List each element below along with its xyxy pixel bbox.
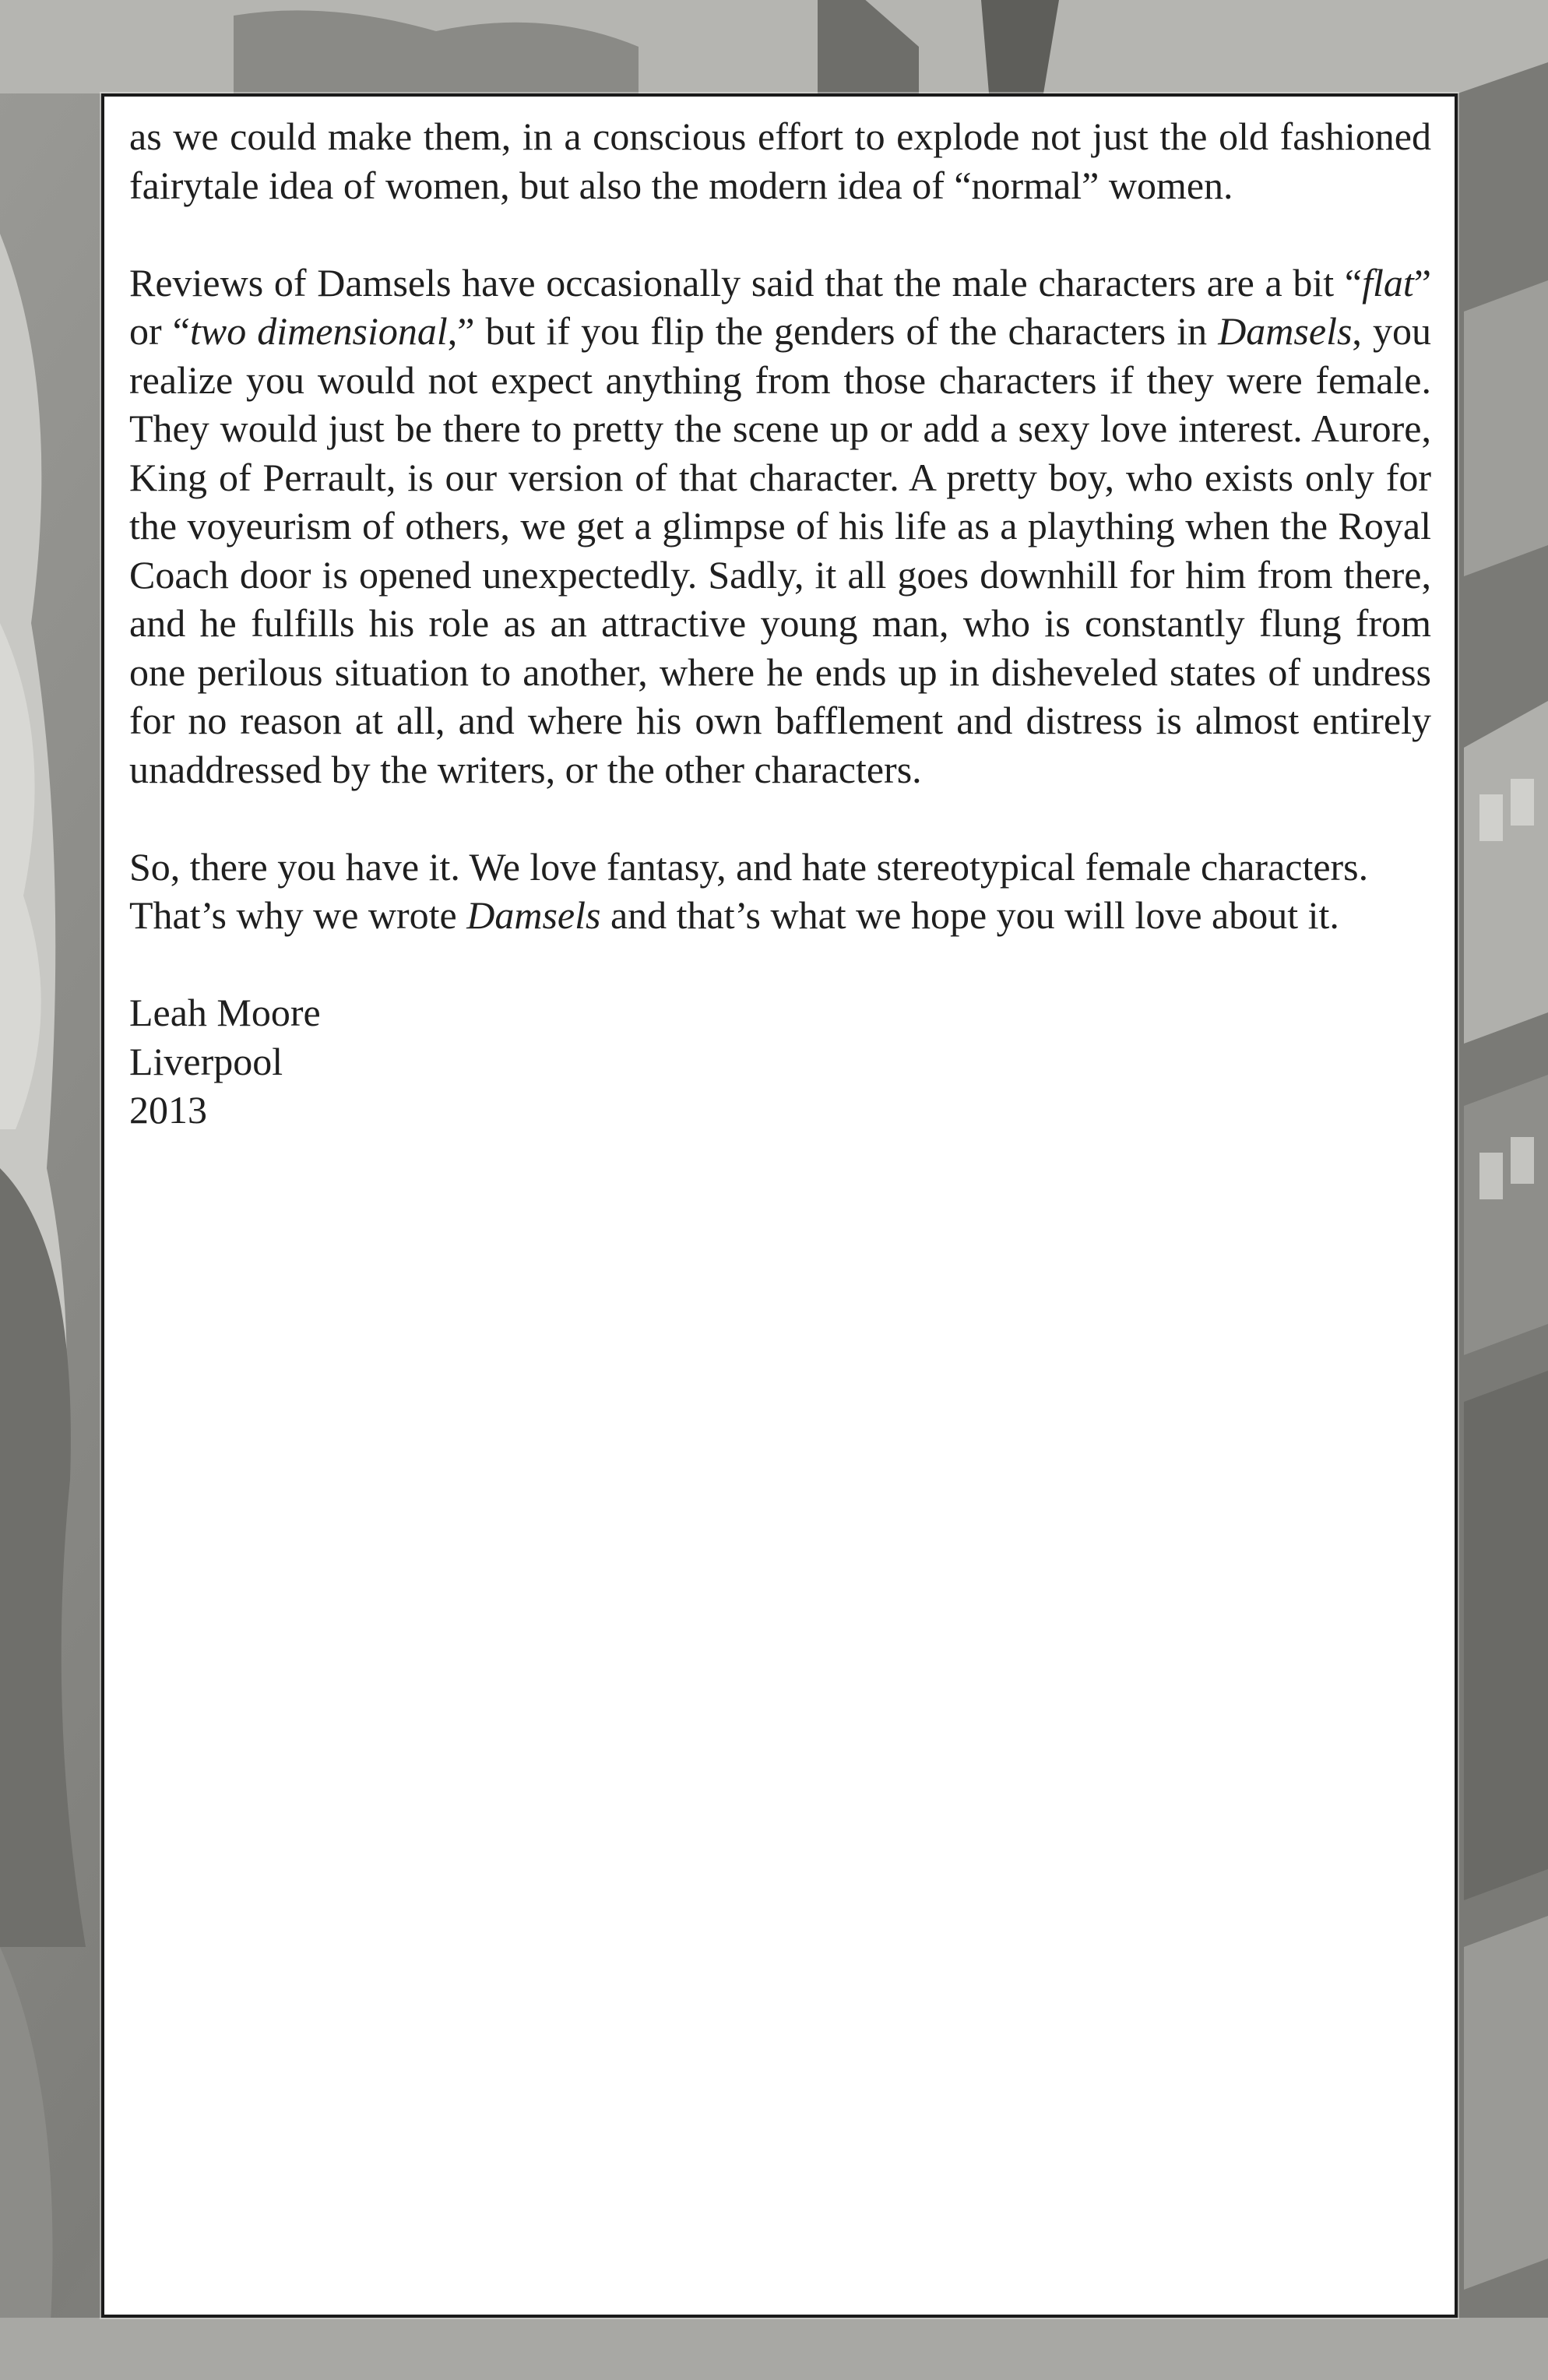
paragraph-3 — [129, 843, 1431, 940]
author-year: 2013 — [129, 1088, 207, 1132]
paragraph-1 — [129, 112, 1431, 209]
italic-word-flat: flat — [1362, 260, 1414, 305]
author-name: Leah Moore — [129, 991, 321, 1034]
paragraph-2-text: ” or “ — [129, 260, 1431, 353]
paragraph-2-text: Reviews of Damsels have occasionally said that the male characters are a bit “ — [129, 260, 1363, 305]
paragraph-2 — [129, 259, 1431, 794]
article-body — [129, 112, 1431, 1135]
paragraph-1-text: as we could make them, in a conscious effort to explode not just the old fashioned fairytale idea of women, but also the modern idea of “normal” women. — [129, 114, 1431, 207]
paragraph-2-text: , you realize you would not expect anything from those characters if they were female. They would just be there to pretty the scene up or add a sexy love interest. Aurore, King of Perrault, is our version of that character. A pretty boy, who exists only for the voyeurism of others, we get a glimpse of his life as a plaything when the Royal Coach door is opened unexpectedly. Sadly, it all goes downhill for him from there, and he fulfills his role as an attractive young man, who is constantly flung from one perilous situation to another, where he ends up in disheveled states of undress for no reason at all, and where his own bafflement and distress is almost entirely unaddressed by the writers, or the other characters. — [129, 309, 1432, 791]
italic-title-damsels: Damsels — [466, 893, 601, 937]
paragraph-3-text: and that’s what we hope you will love about it. — [600, 893, 1339, 937]
signature-block — [129, 988, 1431, 1135]
italic-title-damsels: Damsels — [1218, 309, 1353, 353]
paragraph-3-text: So, there you have it. We love fantasy, and hate stereotypical female characters. That’s why we wrote — [129, 844, 1369, 937]
paragraph-2-text: ,” but if you flip the genders of the characters in — [447, 309, 1219, 353]
author-place: Liverpool — [129, 1039, 283, 1083]
text-panel — [101, 93, 1458, 2318]
italic-phrase-two-dimensional: two dimensional — [189, 309, 448, 353]
